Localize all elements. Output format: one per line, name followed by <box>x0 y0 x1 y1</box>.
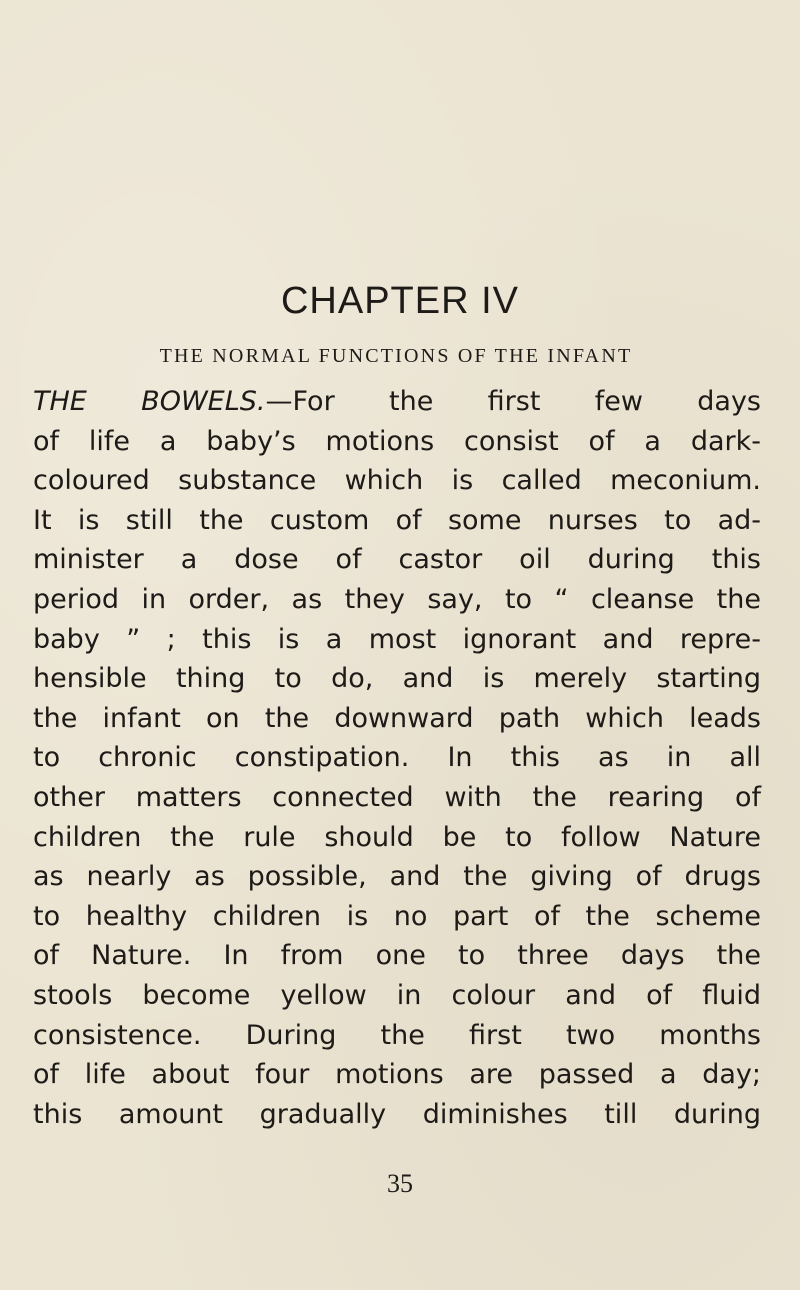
text-line: baby ” ; this is a most ignorant and repre- <box>33 623 761 655</box>
text-line-content: —For the first few days <box>265 386 761 417</box>
text-line: this amount gradually diminishes till during <box>33 1098 761 1130</box>
text-line: as nearly as possible, and the giving of drugs <box>33 861 761 893</box>
text-line: stools become yellow in colour and of fluid <box>33 979 761 1011</box>
text-line: to chronic constipation. In this as in all <box>33 742 761 774</box>
text-line: minister a dose of castor oil during this <box>33 544 761 576</box>
text-line: the infant on the downward path which leads <box>33 702 761 734</box>
text-line: hensible thing to do, and is merely starting <box>33 663 761 695</box>
text-line: period in order, as they say, to “ cleanse the <box>33 583 761 615</box>
topic-heading: THE BOWELS. <box>33 386 266 417</box>
text-line: of life a baby’s motions consist of a dark- <box>33 425 761 457</box>
text-line: coloured substance which is called meconium. <box>33 465 761 497</box>
text-line: children the rule should be to follow Nature <box>33 821 761 853</box>
text-line: other matters connected with the rearing of <box>33 781 761 813</box>
text-line: of life about four motions are passed a day; <box>33 1059 761 1091</box>
text-line <box>33 382 761 422</box>
text-line: consistence. During the first two months <box>33 1019 761 1051</box>
text-line: It is still the custom of some nurses to ad- <box>33 504 761 536</box>
body-paragraph <box>33 382 761 1134</box>
chapter-title: CHAPTER IV <box>280 280 520 322</box>
chapter-subtitle: THE NORMAL FUNCTIONS OF THE INFANT <box>159 345 633 367</box>
text-line: to healthy children is no part of the scheme <box>33 900 761 932</box>
text-line: of Nature. In from one to three days the <box>33 940 761 972</box>
page-number: 35 <box>387 1169 413 1198</box>
